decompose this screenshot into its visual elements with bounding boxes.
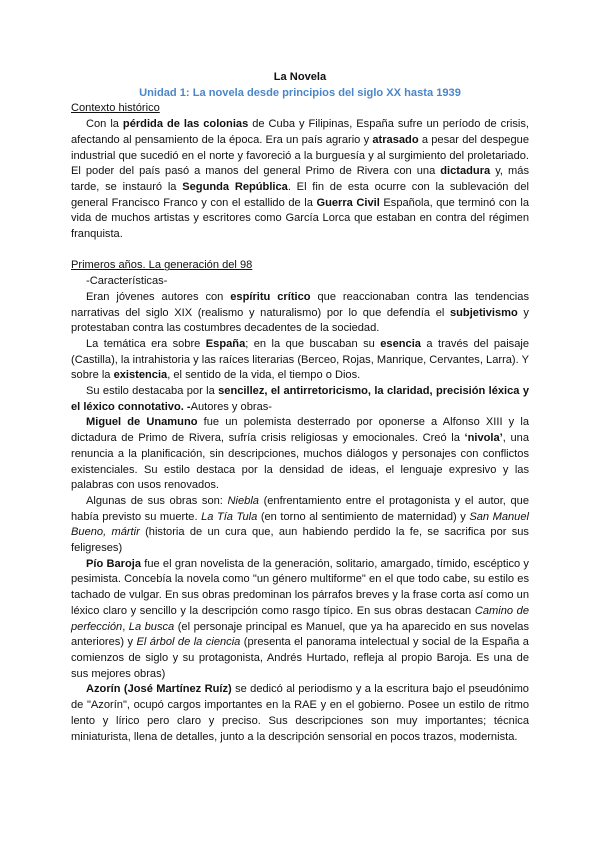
text-run: La temática era sobre [86,337,206,350]
bold-text: subjetivismo [449,306,518,319]
bold-text: sencillez, el antirretoricismo, la claridad, precisión léxica y el léxico connotativo. [71,385,529,413]
text-run: ; en la que buscaban su [245,337,381,350]
bold-text: espíritu crítico [230,290,311,303]
text-run: , [122,620,129,633]
bold-text: Pío Baroja [86,557,142,570]
paragraph [71,557,529,683]
italic-text: La Tía Tula [201,510,258,523]
italic-text: Camino de perfección [71,604,530,633]
italic-text: Niebla [227,494,259,507]
bold-text: - [186,400,191,413]
text-run: (presenta el panorama intelectual y social de la España a comienzos de siglo y su protagonista, Andrés Hurtado, refleja al propio Baroja. Es una de sus mejores obras) [71,636,529,680]
text-run: (historia de un cura que, aun habiendo perdido la fe, se sacrifica por sus feligreses) [71,526,529,555]
text-run: (en torno al sentimiento de maternidad) y [257,510,470,523]
text-run: Autores y obras- [190,400,272,413]
bold-text: dictadura [440,165,491,178]
text-run: y, más tarde, se instauró la [71,165,529,193]
bold-text: ‘nivola’ [464,432,503,445]
italic-text: San Manuel Bueno, mártir [71,510,529,539]
paragraph [71,415,529,494]
text-run: Su estilo destacaba por la [86,385,219,398]
text-run: Eran jóvenes autores con [86,290,231,303]
text-run: fue el gran novelista de la generación, solitario, amargado, tímido, escéptico y pesimista. Concebía la novela como "un género multiforme" en el que todo cabe, su estilo es tachado de vulgar. En sus obras predominan los párrafos breves y la frase corta así como un léxico claro y sencillo y la descripción como rasgo típico. En sus obras destacan [71,557,529,617]
text-run: , el sentido de la vida, el tiempo o Dios. [167,369,361,382]
bold-text: existencia [113,369,168,382]
bold-text: Segunda República [182,180,288,193]
italic-text: La busca [128,620,175,633]
text-run: Española, que terminó con la vida de muchos artistas y escritores como García Lorca que estaban en contra del régimen franquista. [71,196,529,241]
text-run: de Cuba y Filipinas, España sufre un período de crisis, afectando al pensamiento de la época. Era un país agrario y [71,118,529,146]
paragraph [71,384,529,415]
text-run: (el personaje principal es Manuel, que ya ha aparecido en sus novelas anteriores) y [71,620,529,649]
document-page [71,70,529,745]
bold-text: pérdida de las colonias [122,118,249,131]
text-run: Algunas de sus obras son: [86,494,228,507]
paragraph [71,274,529,290]
paragraph [71,290,529,337]
document-title: La Novela [273,71,327,83]
paragraph [71,337,529,384]
text-run: , una renuncia a la planificación, sin descripciones, muchos diálogos y personajes con conflictos existenciales. Su estilo destaca por la densidad de ideas, el lenguaje expresivo y las palabras con usos renovados. [71,432,529,492]
document-body [71,101,529,745]
section-heading: Primeros años. La generación del 98 [71,259,253,272]
text-run: Con la [86,118,123,131]
bold-text: España [205,337,246,350]
text-run: -Características- [86,275,168,288]
text-run: (enfrentamiento entre el protagonista y el autor, que había previsto su muerte. [71,494,529,523]
paragraph [71,494,529,557]
section-spacer [71,243,529,259]
section-heading: Contexto histórico [71,102,160,115]
bold-text: atrasado [372,133,419,146]
bold-text: esencia [380,337,421,350]
paragraph [71,682,529,745]
text-run: que reaccionaban contra las tendencias narrativas del siglo XIX (realismo y naturalismo) por lo que defendía el [71,290,529,319]
bold-text: Azorín (José Martínez Ruíz) [86,683,232,696]
text-run: y protestaban contra las costumbres decadentes de la sociedad. [71,306,529,335]
paragraph [71,117,529,243]
bold-text: Guerra Civil [316,196,380,209]
text-run: fue un polemista desterrado por oponerse a Alfonso XIII y la dictadura de Primo de Rivera, sufría crisis religiosas y emocionales. Creó la [71,416,529,445]
document-subtitle: Unidad 1: La novela desde principios del siglo XX hasta 1939 [139,86,461,99]
italic-text: El árbol de la ciencia [136,636,241,649]
text-run: a pesar del despegue industrial que sucedió en el norte y favoreció a la burguesía y al surgimiento del proletariado. El poder del país pasó a manos del general Primo de Rivera con una [71,133,529,178]
text-run: a través del paisaje (Castilla), la intrahistoria y las raíces literarias (Berceo, Rojas, Manrique, Cervantes, Larra). Y sobre la [71,337,530,382]
text-run: se dedicó al periodismo y a la escritura bajo el pseudónimo de "Azorín", ocupó cargos importantes en la RAE y en el gobierno. Posee un estilo de ritmo lento y lírico pero claro y preciso. Sus descripciones son muy importantes; técnica miniaturista, llena de detalles, junto a la descripción sensorial en pocos trazos, modernista. [71,683,529,743]
bold-text: Miguel de Unamuno [86,416,198,429]
text-run: . El fin de esta ocurre con la sublevación del general Francisco Franco y con el estallido de la [71,180,529,209]
